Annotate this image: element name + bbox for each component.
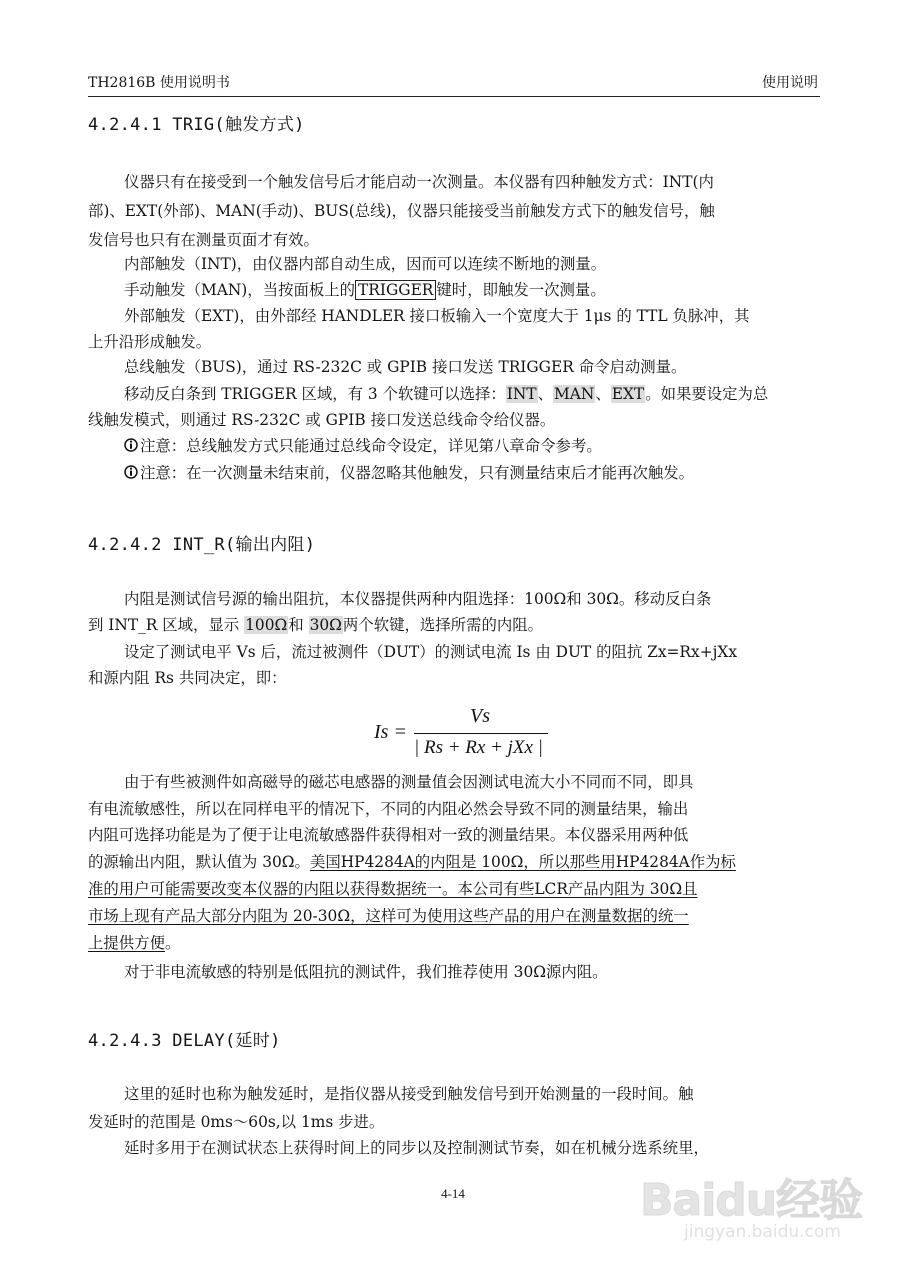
section-heading-int-r: 4.2.4.2 INT_R(输出内阻) (88, 535, 316, 555)
text-run: 手动触发（MAN)，当按面板上的 (124, 281, 356, 299)
softkey-int: INT (506, 385, 537, 403)
underlined-text: 上提供方便 (88, 934, 165, 952)
paragraph-line: 有电流敏感性，所以在同样电平的情况下，不同的内阻必然会导致不同的测量结果，输出 (88, 800, 689, 818)
formula-denominator: | Rs + Rx + jXx | (414, 737, 543, 758)
text-run: 移动反白条到 TRIGGER 区域，有 3 个软键可以选择： (124, 385, 506, 403)
formula-lhs: Is = (374, 721, 407, 743)
text-run: 、 (537, 385, 553, 403)
paragraph-line: 外部触发（EXT)，由外部经 HANDLER 接口板输入一个宽度大于 1μs 的 TTL 负脉冲，其 (124, 307, 750, 325)
paragraph-line: 设定了测试电平 Vs 后，流过被测件（DUT）的测试电流 Is 由 DUT 的阻抗 Zx=Rx+jXx (124, 643, 737, 661)
paragraph-line: 仪器只有在接受到一个触发信号后才能启动一次测量。本仪器有四种触发方式：INT(内 (124, 173, 714, 191)
paragraph-line: 线触发模式，则通过 RS-232C 或 GPIB 接口发送总线命令给仪器。 (88, 411, 556, 429)
page-header (88, 72, 818, 94)
softkey-30ohm: 30Ω (309, 616, 342, 634)
watermark-url: jingyan.baidu.com (684, 1222, 841, 1242)
watermark-logo: Baidu经验 (640, 1175, 863, 1226)
doc-title: TH2816B 使用说明书 (88, 75, 230, 91)
softkey-man: MAN (553, 385, 595, 403)
paragraph-line: 发延时的范围是 0ms～60s,以 1ms 步进。 (88, 1113, 385, 1131)
paragraph-line (88, 615, 808, 635)
text-run: 、 (595, 385, 611, 403)
page-number: 4-14 (441, 1186, 465, 1201)
paragraph-line: 总线触发（BUS)，通过 RS-232C 或 GPIB 接口发送 TRIGGER 命令启动测量。 (124, 358, 687, 376)
text-run: 键时，即触发一次测量。 (436, 281, 606, 299)
note-line (124, 436, 844, 456)
paragraph-line: 内阻可选择功能是为了便于让电流敏感器件获得相对一致的测量结果。本仪器采用两种低 (88, 826, 689, 844)
softkey-ext: EXT (611, 385, 645, 403)
underlined-line: 市场上现有产品大部分内阻为 20-30Ω，这样可为使用这些产品的用户在测量数据的统一 (88, 907, 689, 925)
current-formula (374, 703, 554, 765)
paragraph-line: 上升沿形成触发。 (88, 333, 212, 351)
paragraph-line: 部)、EXT(外部)、MAN(手动)、BUS(总线)，仪器只能接受当前触发方式下的触发信号，触 (88, 202, 715, 220)
underlined-line: 准的用户可能需要改变本仪器的内阻以获得数据统一。本公司有些LCR产品内阻为 30Ω且 (88, 880, 698, 898)
note-line (124, 463, 844, 483)
paragraph-line (88, 852, 808, 872)
text-run: 的源输出内阻，默认值为 30Ω。 (88, 853, 310, 871)
paragraph-line: 延时多用于在测试状态上获得时间上的同步以及控制测试节奏，如在机械分选系统里， (124, 1139, 709, 1157)
paragraph-line: 对于非电流敏感的特别是低阻抗的测试件，我们推荐使用 30Ω源内阻。 (124, 963, 608, 981)
info-icon (124, 438, 138, 452)
info-icon (124, 465, 138, 479)
paragraph-line (124, 384, 844, 404)
paragraph-line: 内部触发（INT)，由仪器内部自动生成，因而可以连续不断地的测量。 (124, 255, 607, 273)
trigger-key-label: TRIGGER (355, 280, 436, 300)
paragraph-line: 由于有些被测件如高磁导的磁芯电感器的测量值会因测试电流大小不同而不同，即具 (124, 773, 694, 791)
section-title: 使用说明 (762, 75, 818, 91)
note-text: 注意：总线触发方式只能通过总线命令设定，详见第八章命令参考。 (140, 437, 602, 455)
softkey-100ohm: 100Ω (245, 616, 288, 634)
paragraph-line: 这里的延时也称为触发延时，是指仪器从接受到触发信号到开始测量的一段时间。触 (124, 1085, 694, 1103)
text-run: 。 (164, 934, 181, 952)
watermark (640, 1160, 880, 1250)
text-run: 两个软键，选择所需的内阻。 (342, 616, 544, 634)
section-heading-trig: 4.2.4.1 TRIG(触发方式) (88, 115, 305, 135)
paragraph-line: 和源内阻 Rs 共同决定，即： (88, 669, 287, 687)
header-divider (88, 96, 820, 97)
paragraph-line: 发信号也只有在测量页面才有效。 (88, 231, 319, 249)
fraction-bar (414, 733, 548, 734)
note-text: 注意：在一次测量未结束前，仪器忽略其他触发，只有测量结束后才能再次触发。 (140, 464, 695, 482)
formula-numerator: Vs (470, 705, 490, 727)
paragraph-line (124, 280, 844, 300)
text-run: 到 INT_R 区域，显示 (88, 616, 245, 634)
paragraph-line: 内阻是测试信号源的输出阻抗，本仪器提供两种内阻选择：100Ω和 30Ω。移动反白条 (124, 590, 712, 608)
section-heading-delay: 4.2.4.3 DELAY(延时) (88, 1031, 281, 1051)
paragraph-line (88, 933, 808, 953)
text-run: 。如果要设定为总 (645, 385, 769, 403)
text-run: 和 (288, 616, 309, 634)
underlined-text: 美国HP4284A的内阻是 100Ω，所以那些用HP4284A作为标 (309, 853, 736, 871)
